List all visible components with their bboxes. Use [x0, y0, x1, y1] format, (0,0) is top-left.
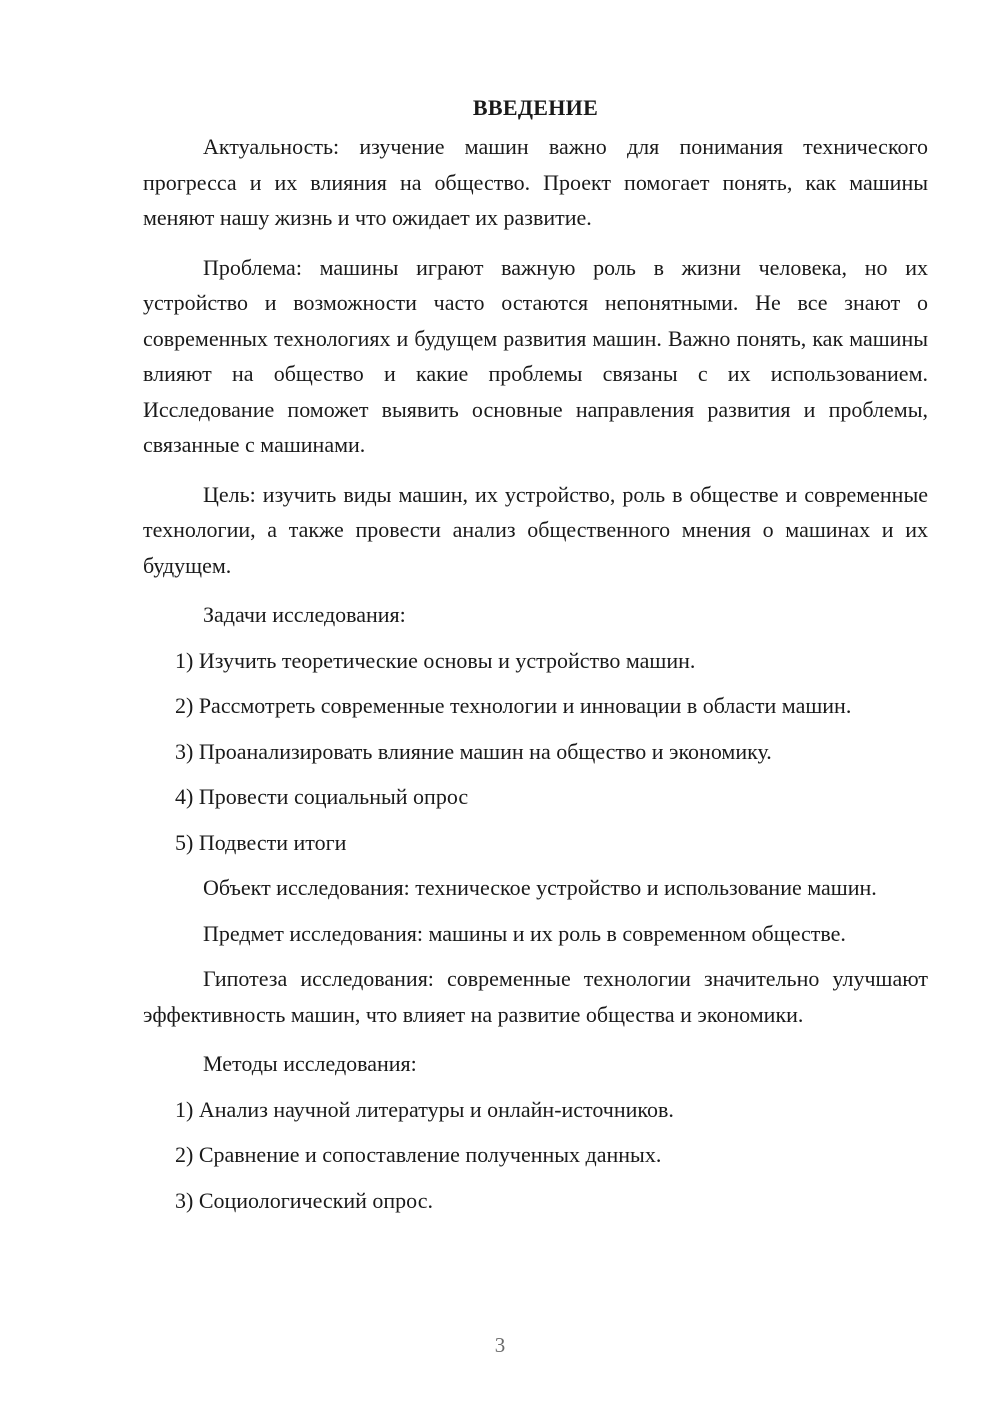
- tasks-heading: Задачи исследования:: [203, 602, 406, 627]
- hypothesis-paragraph: Гипотеза исследования: современные технологии значительно улучшают эффективность машин, что влияет на развитие общества и экономики.: [143, 966, 928, 1027]
- task-item: 2) Рассмотреть современные технологии и инновации в области машин.: [175, 693, 852, 718]
- method-item: 3) Социологический опрос.: [175, 1187, 433, 1213]
- task-item: 5) Подвести итоги: [175, 829, 347, 855]
- document-page: [143, 90, 928, 1218]
- object-paragraph: Объект исследования: техническое устройство и использование машин.: [203, 875, 877, 900]
- task-item: 4) Провести социальный опрос: [175, 784, 469, 809]
- section-title: ВВЕДЕНИЕ: [472, 95, 599, 120]
- problem-paragraph: Проблема: машины играют важную роль в жизни человека, но их устройство и возможности часто остаются непонятными. Не все знают о современных технологиях и будущем развития машин. Важно понять, как машины влияют на общество и какие проблемы связаны с их использованием. Исследование поможет выявить основные направления развития и проблемы, связанные с машинами.: [143, 254, 928, 457]
- goal-paragraph: Цель: изучить виды машин, их устройство, роль в обществе и современные технологии, а также провести анализ общественного мнения о машинах и их будущем.: [143, 481, 928, 578]
- methods-heading: Методы исследования:: [203, 1051, 417, 1076]
- relevance-paragraph: Актуальность: изучение машин важно для понимания технического прогресса и их влияния на общество. Проект помогает понять, как машины меняют нашу жизнь и что ожидает их развитие.: [143, 134, 928, 230]
- page-number: 3: [494, 1333, 506, 1357]
- task-item: 1) Изучить теоретические основы и устройство машин.: [175, 647, 696, 673]
- method-item: 1) Анализ научной литературы и онлайн-источников.: [175, 1096, 674, 1122]
- method-item: 2) Сравнение и сопоставление полученных данных.: [175, 1142, 662, 1167]
- task-item: 3) Проанализировать влияние машин на общество и экономику.: [175, 738, 772, 764]
- subject-paragraph: Предмет исследования: машины и их роль в современном обществе.: [203, 920, 846, 946]
